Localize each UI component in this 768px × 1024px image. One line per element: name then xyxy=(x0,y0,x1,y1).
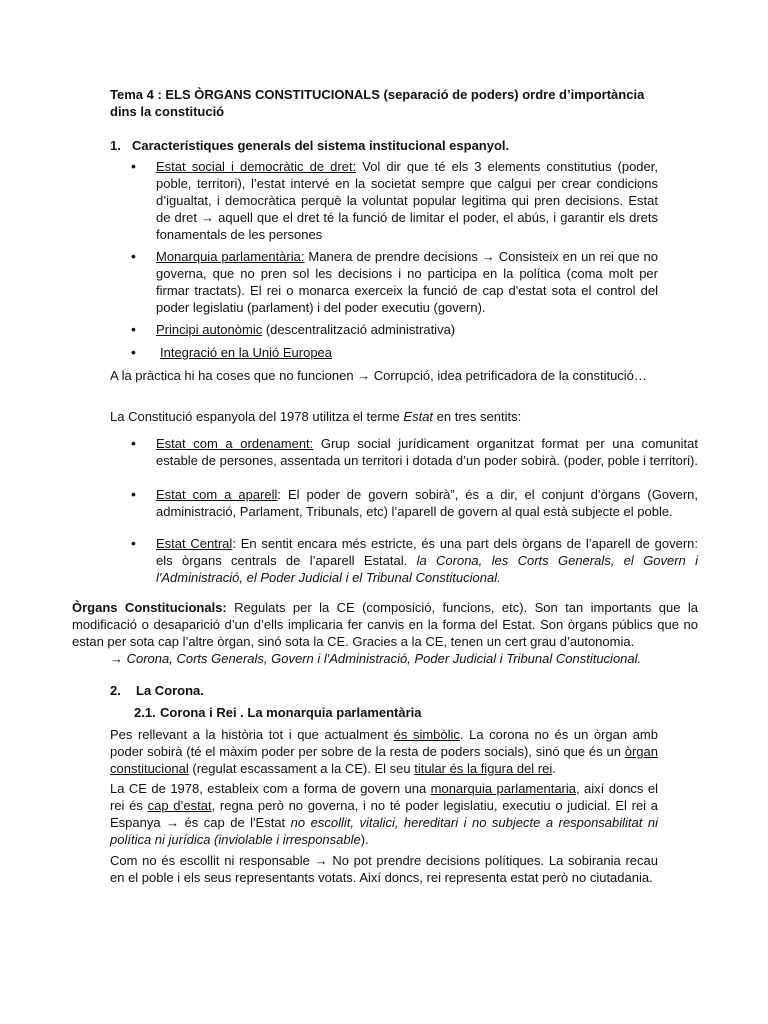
sense-term: Estat com a ordenament: xyxy=(156,436,314,451)
sense-italic: la Corona, les Corts Generals, el Govern i l'Administració, el Poder Judicial i el Tribunal Constitucional. xyxy=(156,553,698,585)
text-run: . La corona no és un òrgan amb poder sobirà (té el màxim poder per sobre de la resta de poders socials), sinó que és un xyxy=(110,727,658,759)
senses-intro-term: Estat xyxy=(403,409,434,424)
bullet-item-integracio xyxy=(160,344,658,361)
senses-intro-rest: en tres sentits: xyxy=(433,409,522,424)
corona-paragraph-3: Com no és escollit ni responsable → No pot prendre decisions polítiques. La sobirania recau en el poble i els seus representants votats. Així doncs, rei representa estat però no ciutadania. xyxy=(110,853,658,885)
underlined-run: és simbòlic xyxy=(393,727,460,742)
text-run: (regulat escassament a la CE). El seu xyxy=(188,761,415,776)
bullet-text: Manera de prendre decisions → Consisteix en un rei que no governa, que no pren sol les decisions i no participa en la política (coma molt per firmar tractats). El rei o monarca exerceix la funció de cap d'estat sota el control del poder legislatiu (parlament) i del poder executiu (govern). xyxy=(156,249,658,315)
sense-term: Estat com a aparell xyxy=(156,487,278,502)
section-2-number: 2. xyxy=(110,683,121,698)
bullet-icon: • xyxy=(131,535,136,551)
senses-intro xyxy=(110,408,658,425)
bullet-term: Monarquia parlamentària: xyxy=(156,249,305,264)
senses-intro-text: La Constitució espanyola del 1978 utilitza el terme xyxy=(110,409,404,424)
bullet-icon: • xyxy=(131,435,136,451)
text-run: , així doncs el rei és xyxy=(110,781,658,813)
section-1-heading xyxy=(110,137,670,154)
italic-run: no escollit, vitalici, hereditari i no subjecte a responsabilitat ni política ni jurídica (inviolable i irresponsable xyxy=(110,815,658,847)
section-2-1-heading xyxy=(134,704,634,721)
sense-text: : El poder de govern sobirà”, és a dir, el conjunt d’òrgans (Govern, administració, Parlament, Tribunals, etc) l’aparell de govern al qual està subjecte el poble. xyxy=(156,487,698,519)
section-2-1-title: Corona i Rei . La monarquia parlamentària xyxy=(160,705,422,720)
practice-paragraph: A la pràctica hi ha coses que no funcionen → Corrupció, idea petrificadora de la constitució… xyxy=(110,368,647,383)
organs-term: Òrgans Constitucionals: xyxy=(72,600,227,615)
text-run: La CE de 1978, estableix com a forma de govern una xyxy=(110,781,431,796)
bullet-icon: • xyxy=(131,158,136,174)
title-label: Tema 4 : xyxy=(110,87,166,102)
corona-paragraph-1 xyxy=(110,726,658,777)
underlined-run: òrgan constitucional xyxy=(110,744,658,776)
bullet-icon: • xyxy=(131,486,136,502)
sense-item-ordenament xyxy=(156,435,698,469)
section-2-1-number: 2.1. xyxy=(134,705,156,720)
bullet-text: (descentralització administrativa) xyxy=(262,322,456,337)
document-title xyxy=(110,86,662,120)
bullet-icon: • xyxy=(131,321,136,337)
corona-paragraph-2 xyxy=(110,780,658,848)
sense-term: Estat Central xyxy=(156,536,233,551)
sense-text: Grup social jurídicament organitzat format per una comunitat estable de persones, assentada un territori i dotada d’un poder sobirà. (poder, poble i territori). xyxy=(156,436,698,468)
text-run: . xyxy=(552,761,556,776)
bullet-term: Principi autonòmic xyxy=(156,322,263,337)
underlined-run: monarquia parlamentaria xyxy=(430,781,576,796)
section-1-number: 1. xyxy=(110,138,121,153)
organs-paragraph xyxy=(72,599,698,650)
section-1-title: Característiques generals del sistema institucional espanyol. xyxy=(132,138,510,153)
sense-item-central xyxy=(156,535,698,586)
sense-item-aparell xyxy=(156,486,698,520)
title-text: ELS ÒRGANS CONSTITUCIONALS (separació de poders) ordre d’importància dins la constitució xyxy=(110,87,645,119)
underlined-run: cap d’estat xyxy=(147,798,212,813)
bullet-icon: • xyxy=(131,344,136,360)
bullet-icon: • xyxy=(131,248,136,264)
section-2-title: La Corona. xyxy=(136,683,204,698)
bullet-item-principi-autonomic xyxy=(156,321,658,338)
bullet-term: Estat social i democràtic de dret: xyxy=(156,159,357,174)
text-run: ). xyxy=(360,832,369,847)
organs-text: Regulats per la CE (composició, funcions, etc). Son tan importants que la modificació o desaparició d’un d’ells implicaria fer canvis en la forma del Estat. Son òrgans públics que no estan per sota cap l’altre òrgan, sinó sota la CE. Gracies a la CE, tenen un cert grau d’autonomia. xyxy=(72,600,698,649)
underlined-run: titular és la figura del rei xyxy=(414,761,553,776)
bullet-item-monarquia xyxy=(156,248,658,316)
organs-list: → Corona, Corts Generals, Govern i l'Administració, Poder Judicial i Tribunal Constitucional. xyxy=(110,651,642,666)
bullet-item-estat-social xyxy=(156,158,658,243)
bullet-term: Integració en la Unió Europea xyxy=(160,345,333,360)
sense-text: : En sentit encara més estricte, és una part dels òrgans de l’aparell de govern: els òrgans centrals de l’aparell Estatal. xyxy=(156,536,698,568)
bullet-text: Vol dir que té els 3 elements constitutius (poder, poble, territori), l’estat intervé en la societat sempre que calgui per crear condicions d’igualtat, i democràtica perquè la voluntat popular legitima qui pren decisions. Estat de dret → aquell que el dret té la funció de limitar el poder, el abús, i garantir els drets fonamentals de les persones xyxy=(156,159,658,242)
text-run: , regna però no governa, i no té poder legislatiu, executiu o judicial. El rei a Espanya → és cap de l'Estat xyxy=(110,798,659,830)
text-run: Pes rellevant a la història tot i que actualment xyxy=(110,727,394,742)
section-2-heading xyxy=(110,682,510,699)
